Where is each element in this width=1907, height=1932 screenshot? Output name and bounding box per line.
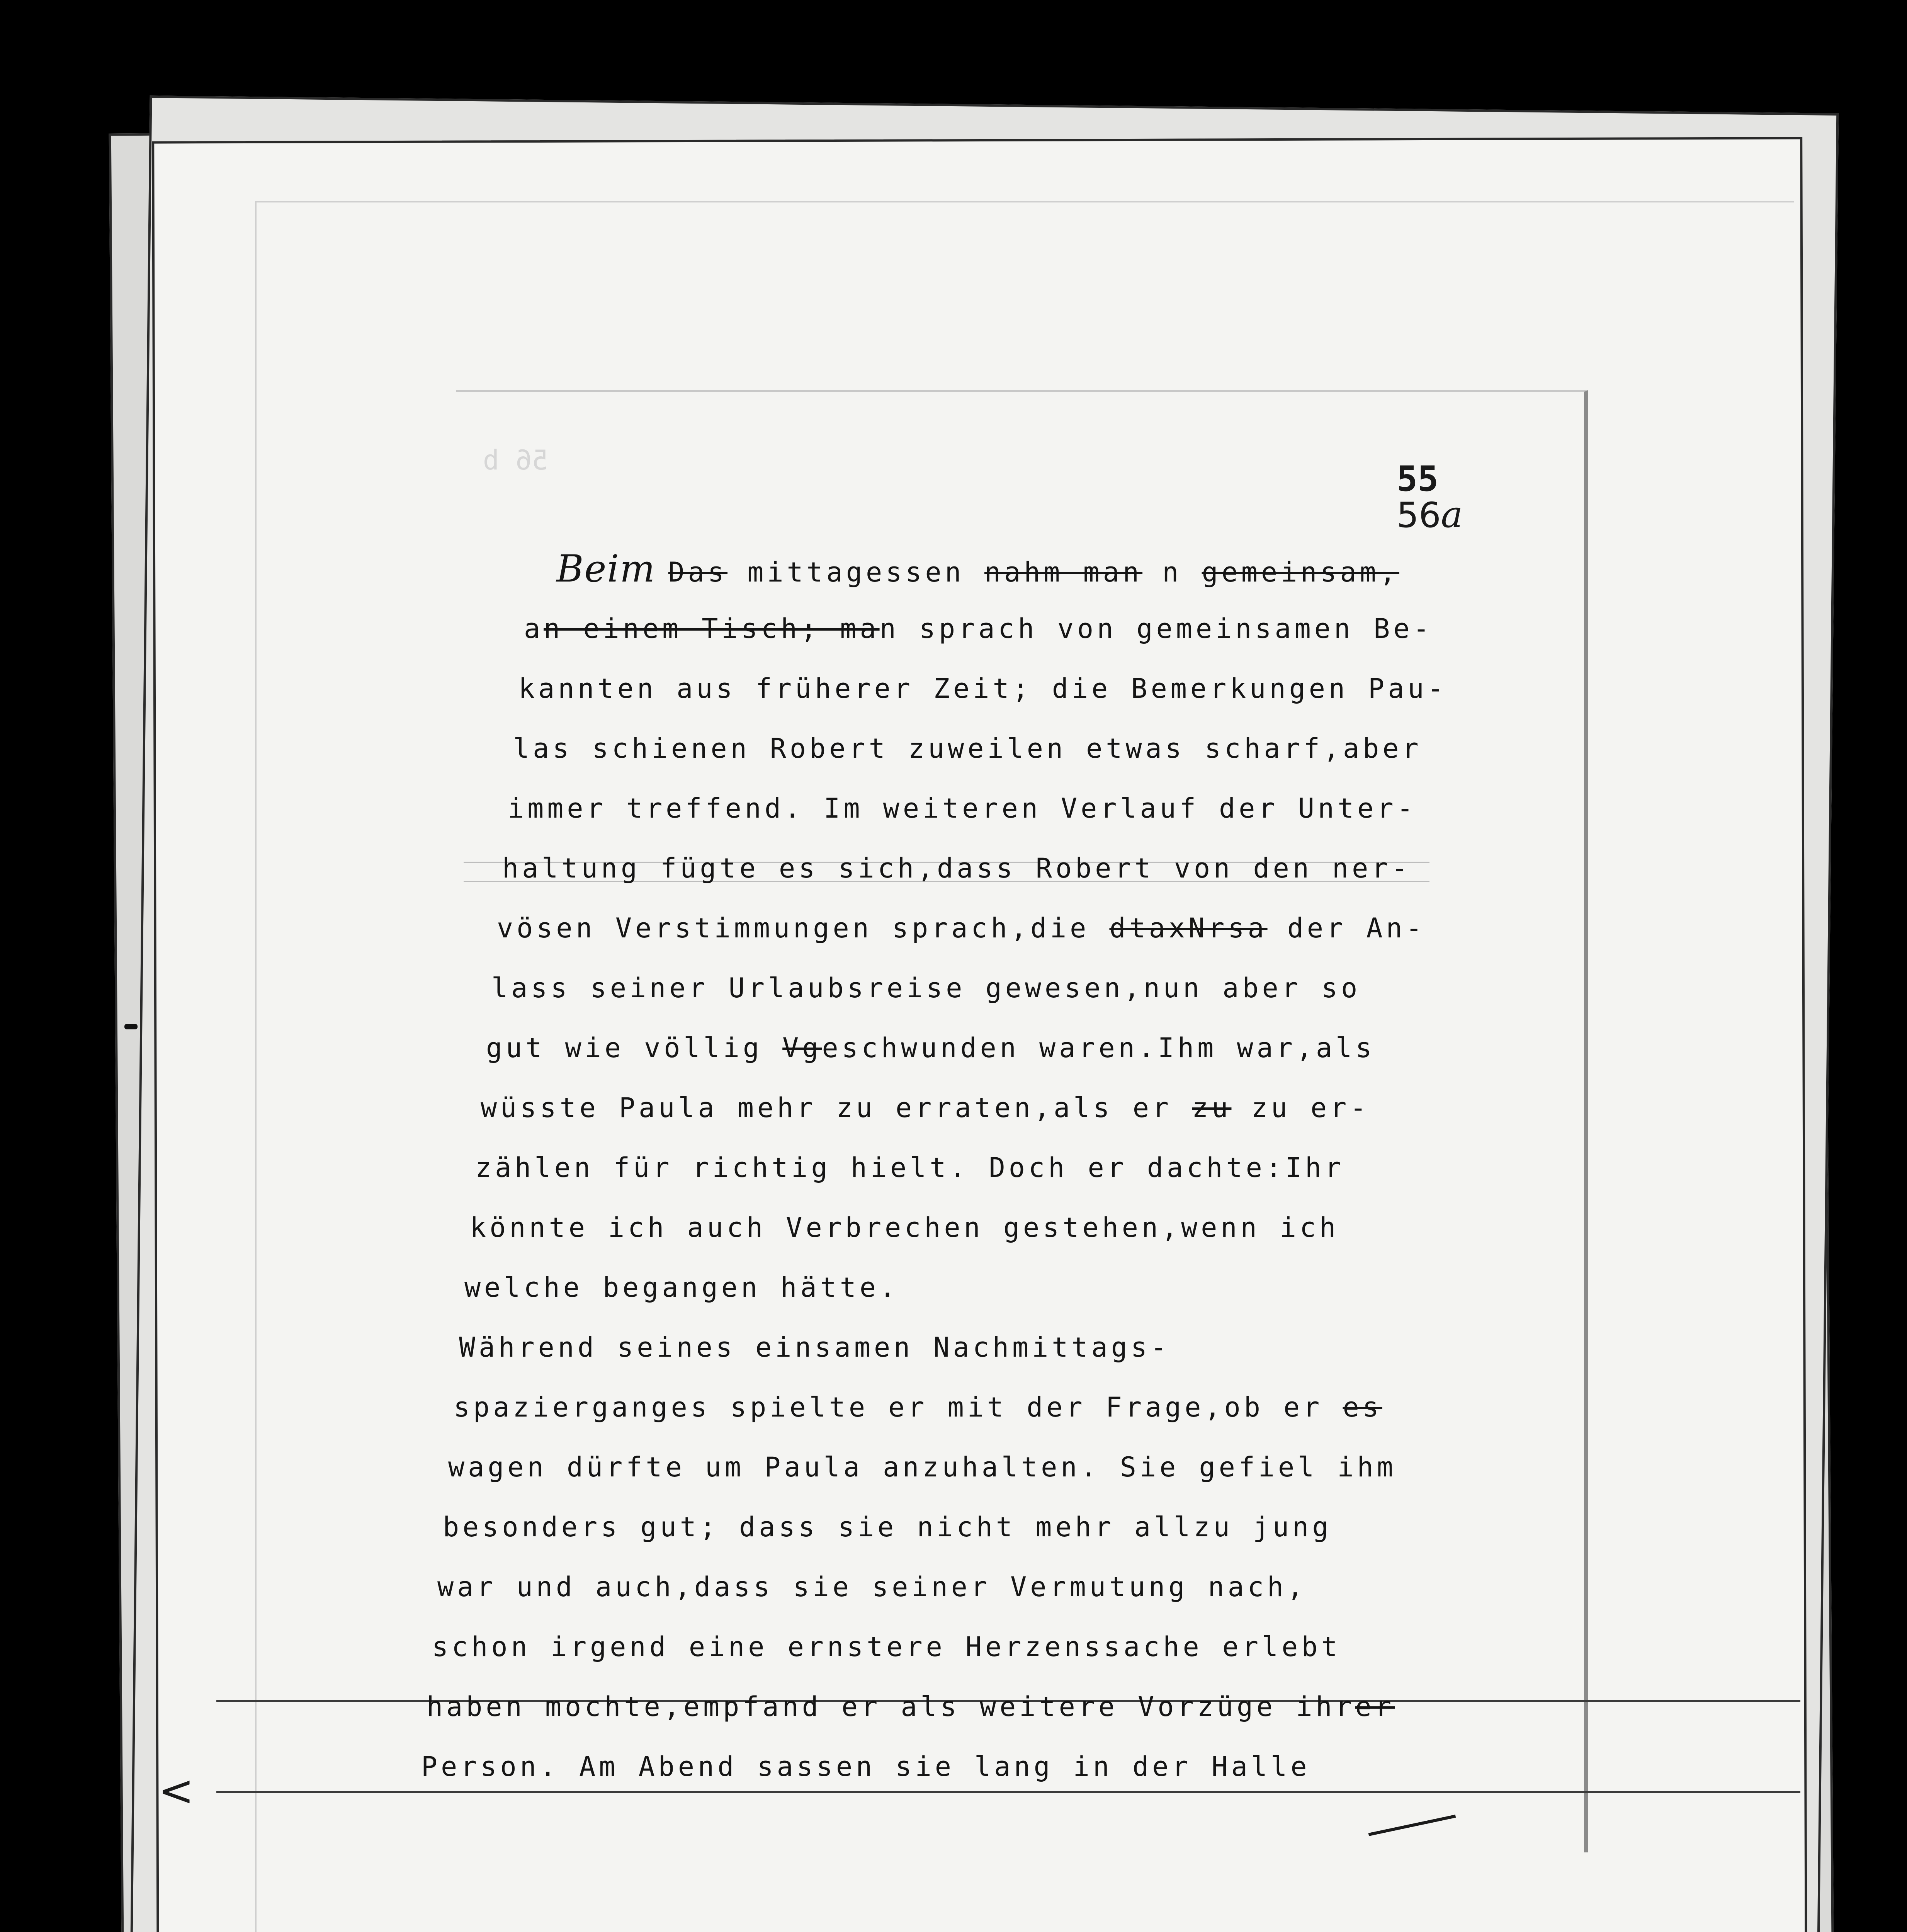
text-line xyxy=(464,1258,1472,1318)
struck-text: Vg xyxy=(782,1032,822,1064)
typed-text: mittagessen xyxy=(727,556,984,588)
typed-text: n sprach von gemeinsamen Be- xyxy=(879,613,1433,645)
typed-text: las schienen Robert zuweilen etwas scharf,aber xyxy=(513,733,1422,764)
typed-text: welche begangen hätte. xyxy=(464,1272,899,1303)
typed-text-body xyxy=(421,539,1472,1797)
typed-text: könnte ich auch Verbrechen gestehen,wenn ich xyxy=(470,1212,1339,1243)
typed-text: war und auch,dass sie seiner Vermutung nach, xyxy=(437,1571,1307,1603)
struck-text: Das xyxy=(668,556,728,588)
struck-text: er xyxy=(1355,1691,1395,1723)
typed-text: kannten aus früherer Zeit; die Bemerkungen Pau- xyxy=(518,673,1447,704)
typed-text: haben mochte,empfand er als weitere Vorzüge ihr xyxy=(427,1691,1355,1723)
text-line xyxy=(454,1378,1472,1437)
text-line xyxy=(459,1318,1472,1378)
text-line xyxy=(481,1078,1472,1138)
struck-text: es xyxy=(1343,1391,1382,1423)
typed-text: eschwunden waren.Ihm war,als xyxy=(822,1032,1375,1064)
text-line xyxy=(491,958,1472,1018)
text-line xyxy=(470,1198,1472,1258)
struck-text: nahm man xyxy=(984,556,1143,588)
ink-mark xyxy=(124,1024,138,1029)
struck-text: gemeinsam, xyxy=(1202,556,1399,588)
text-line xyxy=(437,1557,1472,1617)
text-line xyxy=(518,659,1472,719)
text-line xyxy=(443,1497,1472,1557)
typed-text: haltung fügte es sich,dass Robert von den ner- xyxy=(502,852,1411,884)
typed-text: spazierganges spielte er mit der Frage,ob er xyxy=(454,1391,1343,1423)
page-number-suffix: a xyxy=(1441,493,1463,536)
page-number xyxy=(1397,459,1463,536)
typed-text: Person. Am Abend sassen sie lang in der Halle xyxy=(421,1751,1310,1782)
text-line xyxy=(502,838,1472,898)
typed-text: immer treffend. Im weiteren Verlauf der Unter- xyxy=(508,793,1417,824)
struck-text: dtaxNrsa xyxy=(1109,912,1268,944)
typed-text: lass seiner Urlaubsreise gewesen,nun aber so xyxy=(491,972,1361,1004)
typed-text: gut wie völlig xyxy=(486,1032,783,1064)
text-line xyxy=(524,599,1472,659)
page-number-old: 55 xyxy=(1397,459,1439,499)
text-line xyxy=(432,1617,1472,1677)
text-line xyxy=(513,719,1472,779)
struck-text: zu xyxy=(1192,1092,1232,1124)
typed-text: n xyxy=(1142,556,1202,588)
text-line xyxy=(475,1138,1472,1198)
text-line xyxy=(486,1018,1472,1078)
text-line xyxy=(508,779,1472,838)
text-line xyxy=(421,1737,1472,1797)
typed-text: vösen Verstimmungen sprach,die xyxy=(497,912,1110,944)
typed-text: besonders gut; dass sie nicht mehr allzu jung xyxy=(443,1511,1332,1543)
typed-text: a xyxy=(524,613,544,645)
typed-text: Während seines einsamen Nachmittags- xyxy=(459,1332,1171,1363)
typed-text: schon irgend eine ernstere Herzenssache erlebt xyxy=(432,1631,1341,1663)
text-line xyxy=(427,1677,1472,1737)
typed-text: zu er- xyxy=(1231,1092,1370,1124)
typed-text: wüsste Paula mehr zu erraten,als er xyxy=(481,1092,1192,1124)
margin-mark: < xyxy=(158,1766,194,1815)
handwritten-insertion: Beim xyxy=(556,547,668,590)
typed-text: der An- xyxy=(1267,912,1426,944)
typed-text: wagen dürfte um Paula anzuhalten. Sie gefiel ihm xyxy=(448,1451,1397,1483)
text-line xyxy=(556,539,1472,599)
text-line xyxy=(497,898,1472,958)
page-number-new: 56 xyxy=(1397,495,1441,536)
typed-text: zählen für richtig hielt. Doch er dachte:Ihr xyxy=(475,1152,1345,1184)
struck-text: n einem Tisch; ma xyxy=(544,613,880,645)
text-line xyxy=(448,1437,1472,1497)
show-through-page-number: 56 b xyxy=(483,444,548,476)
